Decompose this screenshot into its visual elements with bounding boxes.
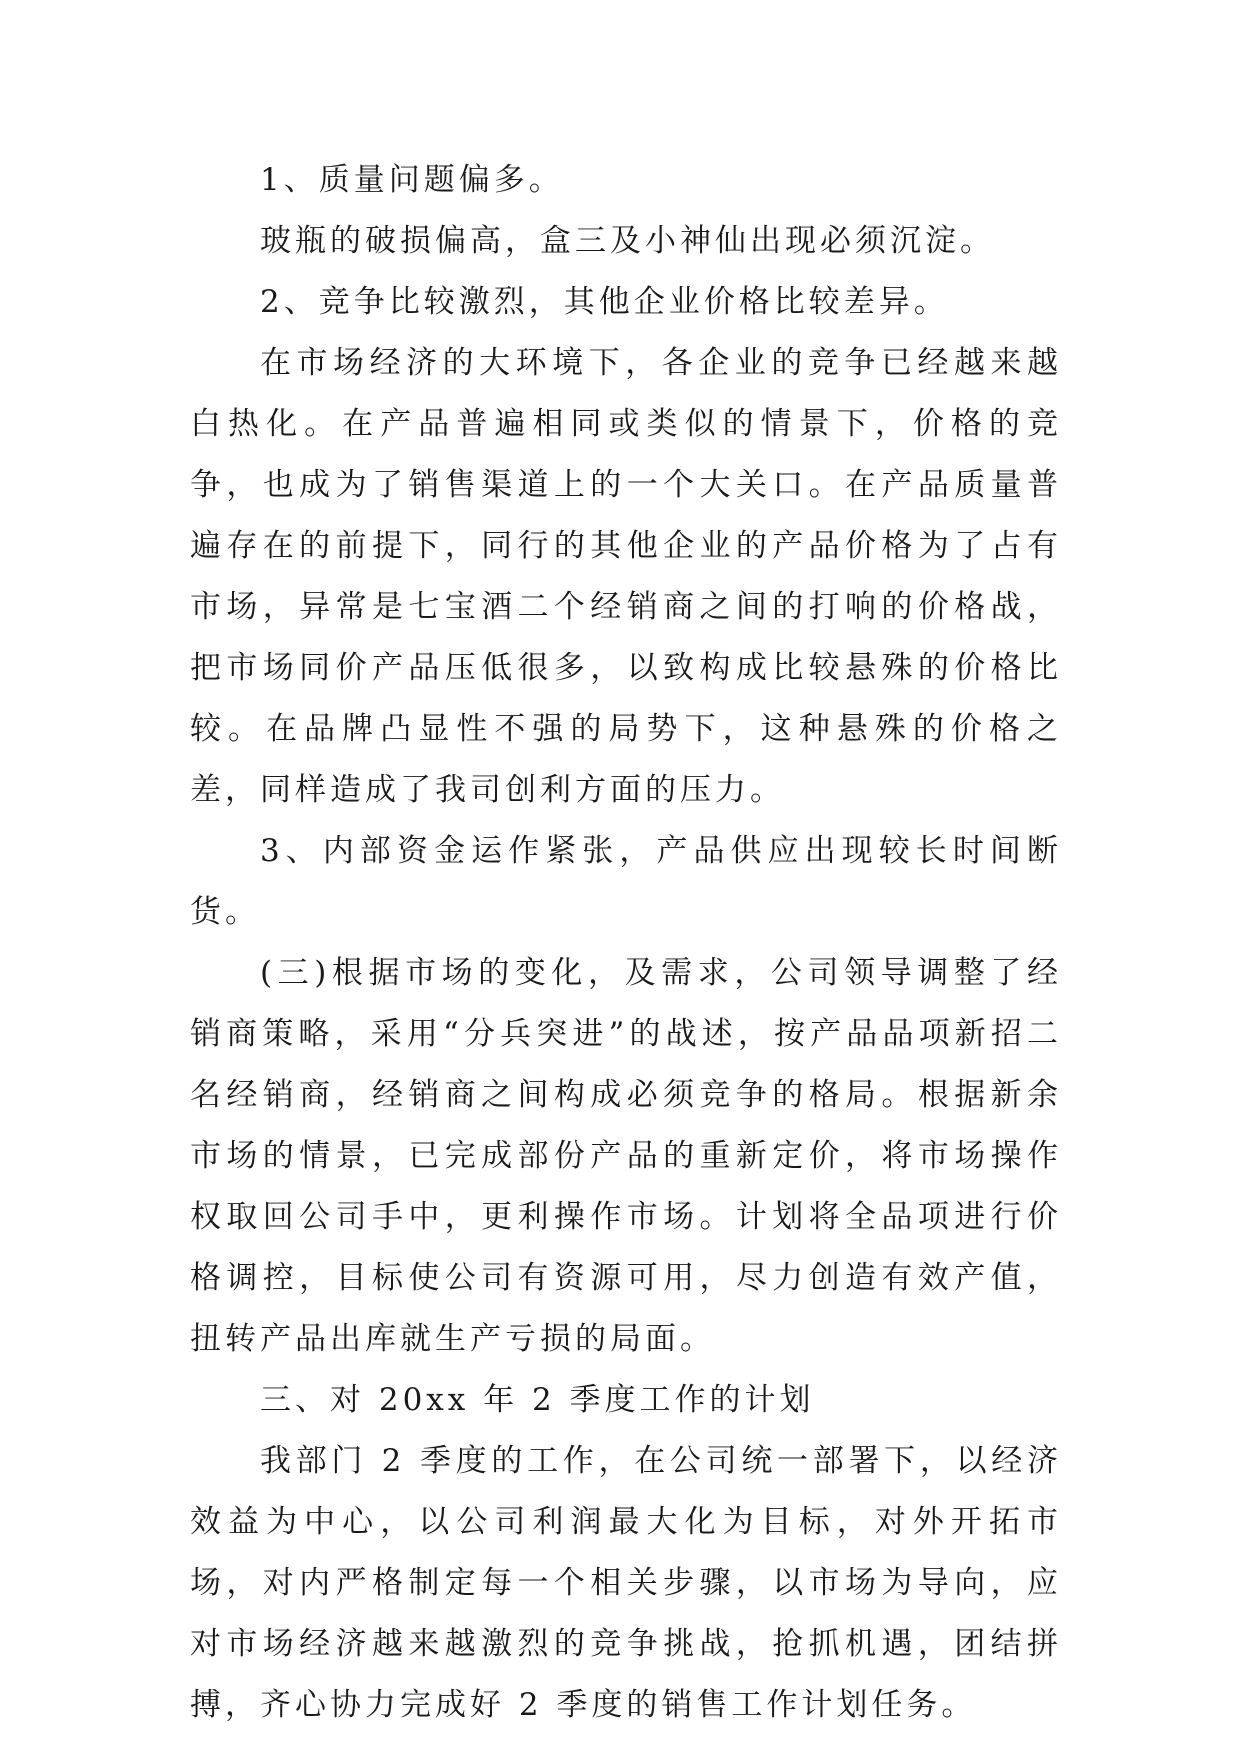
paragraph-quality-issues-heading: 1、质量问题偏多。 bbox=[260, 162, 564, 198]
document-body bbox=[190, 150, 1062, 1736]
section-heading-q2-plan: 三、对 20xx 年 2 季度工作的计划 bbox=[260, 1382, 815, 1418]
paragraph-strategy-adjustment: (三)根据市场的变化，及需求，公司领导调整了经销商策略，采用“分兵突进”的战述，按产品品项新招二名经销商，经销商之间构成必须竞争的格局。根据新余市场的情景，已完成部份产品的重新定价，将市场操作权取回公司手中，更利操作市场。计划将全品项进行价格调控，目标使公司有资源可用，尽力创造有效产值，扭转产品出库就生产亏损的局面。 bbox=[190, 955, 1062, 1357]
paragraph-funding-heading: 3、内部资金运作紧张，产品供应出现较长时间断货。 bbox=[190, 833, 1062, 930]
paragraph-competition-detail: 在市场经济的大环境下，各企业的竞争已经越来越白热化。在产品普遍相同或类似的情景下，价格的竞争，也成为了销售渠道上的一个大关口。在产品质量普遍存在的前提下，同行的其他企业的产品价格为了占有市场，异常是七宝酒二个经销商之间的打响的价格战，把市场同价产品压低很多，以致构成比较悬殊的价格比较。在品牌凸显性不强的局势下，这种悬殊的价格之差，同样造成了我司创利方面的压力。 bbox=[190, 345, 1062, 808]
paragraph-competition-heading: 2、竞争比较激烈，其他企业价格比较差异。 bbox=[260, 284, 949, 320]
paragraph-q2-plan-detail: 我部门 2 季度的工作，在公司统一部署下，以经济效益为中心，以公司利润最大化为目标，对外开拓市场，对内严格制定每一个相关步骤，以市场为导向，应对市场经济越来越激烈的竞争挑战，抢抓机遇，团结拼搏，齐心协力完成好 2 季度的销售工作计划任务。 bbox=[190, 1443, 1062, 1723]
paragraph-quality-issues-detail: 玻瓶的破损偏高，盒三及小神仙出现必须沉淀。 bbox=[260, 223, 995, 259]
